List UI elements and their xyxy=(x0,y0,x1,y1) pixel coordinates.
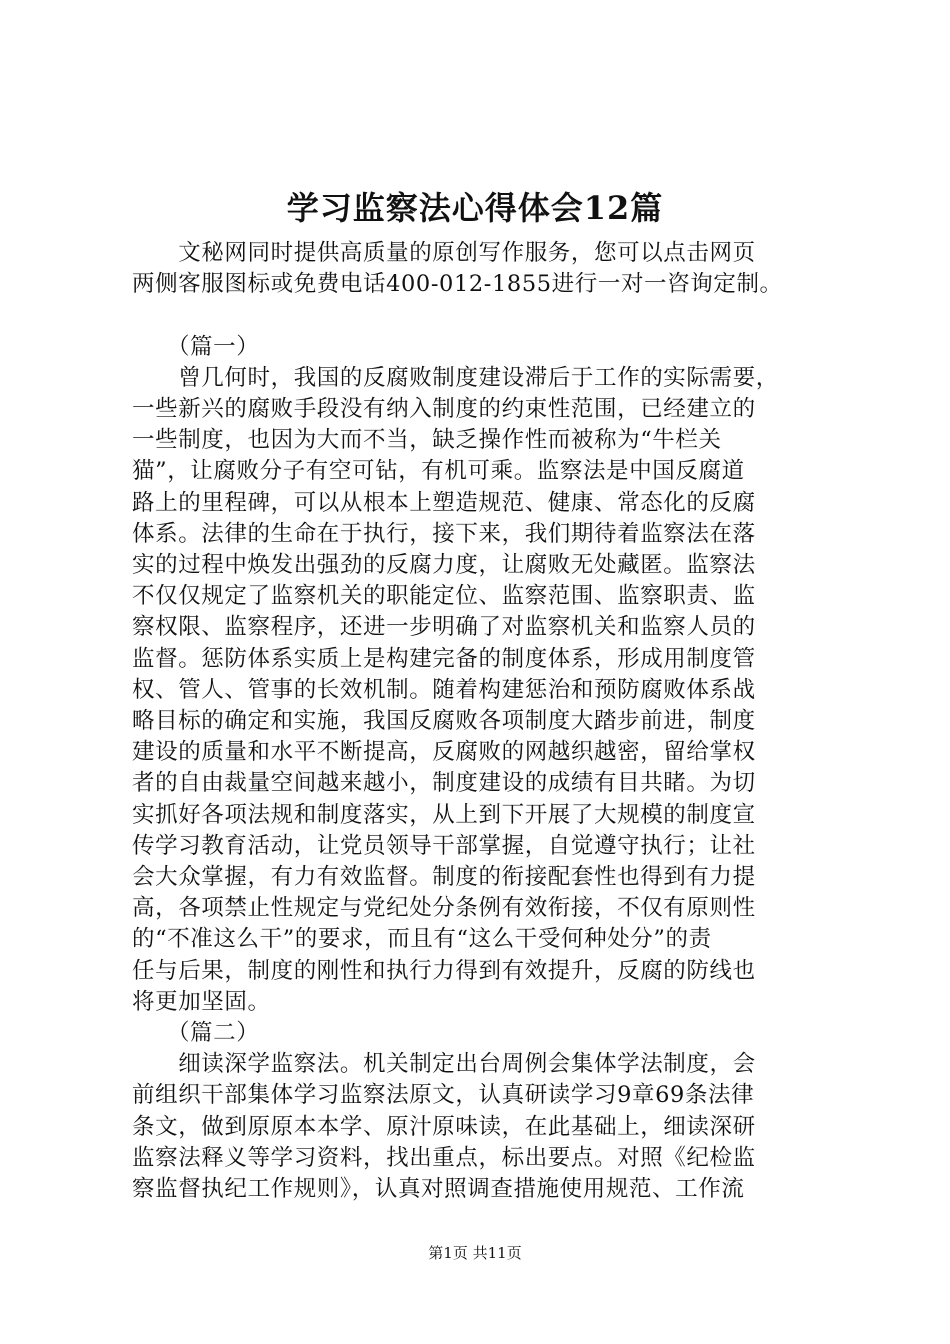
text-line: 曾几何时，我国的反腐败制度建设滞后于工作的实际需要， xyxy=(132,364,779,391)
page-footer: 第1页 共11页 xyxy=(428,1244,522,1262)
text-line: 略目标的确定和实施，我国反腐败各项制度大踏步前进，制度 xyxy=(132,708,756,734)
text-line: 传学习教育活动，让党员领导干部掌握，自觉遵守执行；让社 xyxy=(132,832,756,859)
text-line: 察监督执纪工作规则》，认真对照调查措施使用规范、工作流 xyxy=(132,1176,745,1202)
text-line: 两侧客服图标或免费电话400-012-1855进行一对一咨询定制。 xyxy=(132,271,783,298)
text-line: 一些新兴的腐败手段没有纳入制度的约束性范围，已经建立的 xyxy=(132,396,756,422)
text-line: 者的自由裁量空间越来越小，制度建设的成绩有目共睹。为切 xyxy=(132,770,756,797)
text-line: 文秘网同时提供高质量的原创写作服务，您可以点击网页 xyxy=(132,240,756,266)
text-line: 的“不准这么干”的要求，而且有“这么干受何种处分”的责 xyxy=(132,926,712,953)
text-line: 会大众掌握，有力有效监督。制度的衔接配套性也得到有力提 xyxy=(132,864,756,890)
text-line: 实的过程中焕发出强劲的反腐力度，让腐败无处藏匿。监察法 xyxy=(132,552,756,578)
text-line: 路上的里程碑，可以从根本上塑造规范、健康、常态化的反腐 xyxy=(132,489,756,516)
text-line: 一些制度，也因为大而不当，缺乏操作性而被称为“牛栏关 xyxy=(132,427,722,454)
text-line: （篇一） xyxy=(132,333,260,360)
document-title: 学习监察法心得体会12篇 xyxy=(286,189,664,227)
text-line: 高，各项禁止性规定与党纪处分条例有效衔接，不仅有原则性 xyxy=(132,895,756,922)
text-line: 监察法释义等学习资料，找出重点，标出要点。对照《纪检监 xyxy=(132,1144,756,1171)
text-line: 监督。惩防体系实质上是构建完备的制度体系，形成用制度管 xyxy=(132,645,756,672)
text-line: 建设的质量和水平不断提高，反腐败的网越织越密，留给掌权 xyxy=(132,739,756,766)
text-line: 体系。法律的生命在于执行，接下来，我们期待着监察法在落 xyxy=(132,520,756,547)
text-line: 不仅仅规定了监察机关的职能定位、监察范围、监察职责、监 xyxy=(132,583,756,610)
text-line: 任与后果，制度的刚性和执行力得到有效提升，反腐的防线也 xyxy=(132,957,756,984)
text-line: 察权限、监察程序，还进一步明确了对监察机关和监察人员的 xyxy=(132,614,756,641)
text-line: 将更加坚固。 xyxy=(132,988,271,1015)
text-line: 细读深学监察法。机关制定出台周例会集体学法制度，会 xyxy=(132,1051,756,1078)
text-line: 权、管人、管事的长效机制。随着构建惩治和预防腐败体系战 xyxy=(132,676,756,703)
text-line: 前组织干部集体学习监察法原文，认真研读学习9章69条法律 xyxy=(132,1082,755,1109)
text-line: 猫”，让腐败分子有空可钻，有机可乘。监察法是中国反腐道 xyxy=(132,458,745,485)
text-line: 条文，做到原原本本学、原汁原味读，在此基础上，细读深研 xyxy=(132,1113,756,1140)
text-line: （篇二） xyxy=(132,1020,260,1046)
text-line: 实抓好各项法规和制度落实，从上到下开展了大规模的制度宣 xyxy=(132,801,756,828)
